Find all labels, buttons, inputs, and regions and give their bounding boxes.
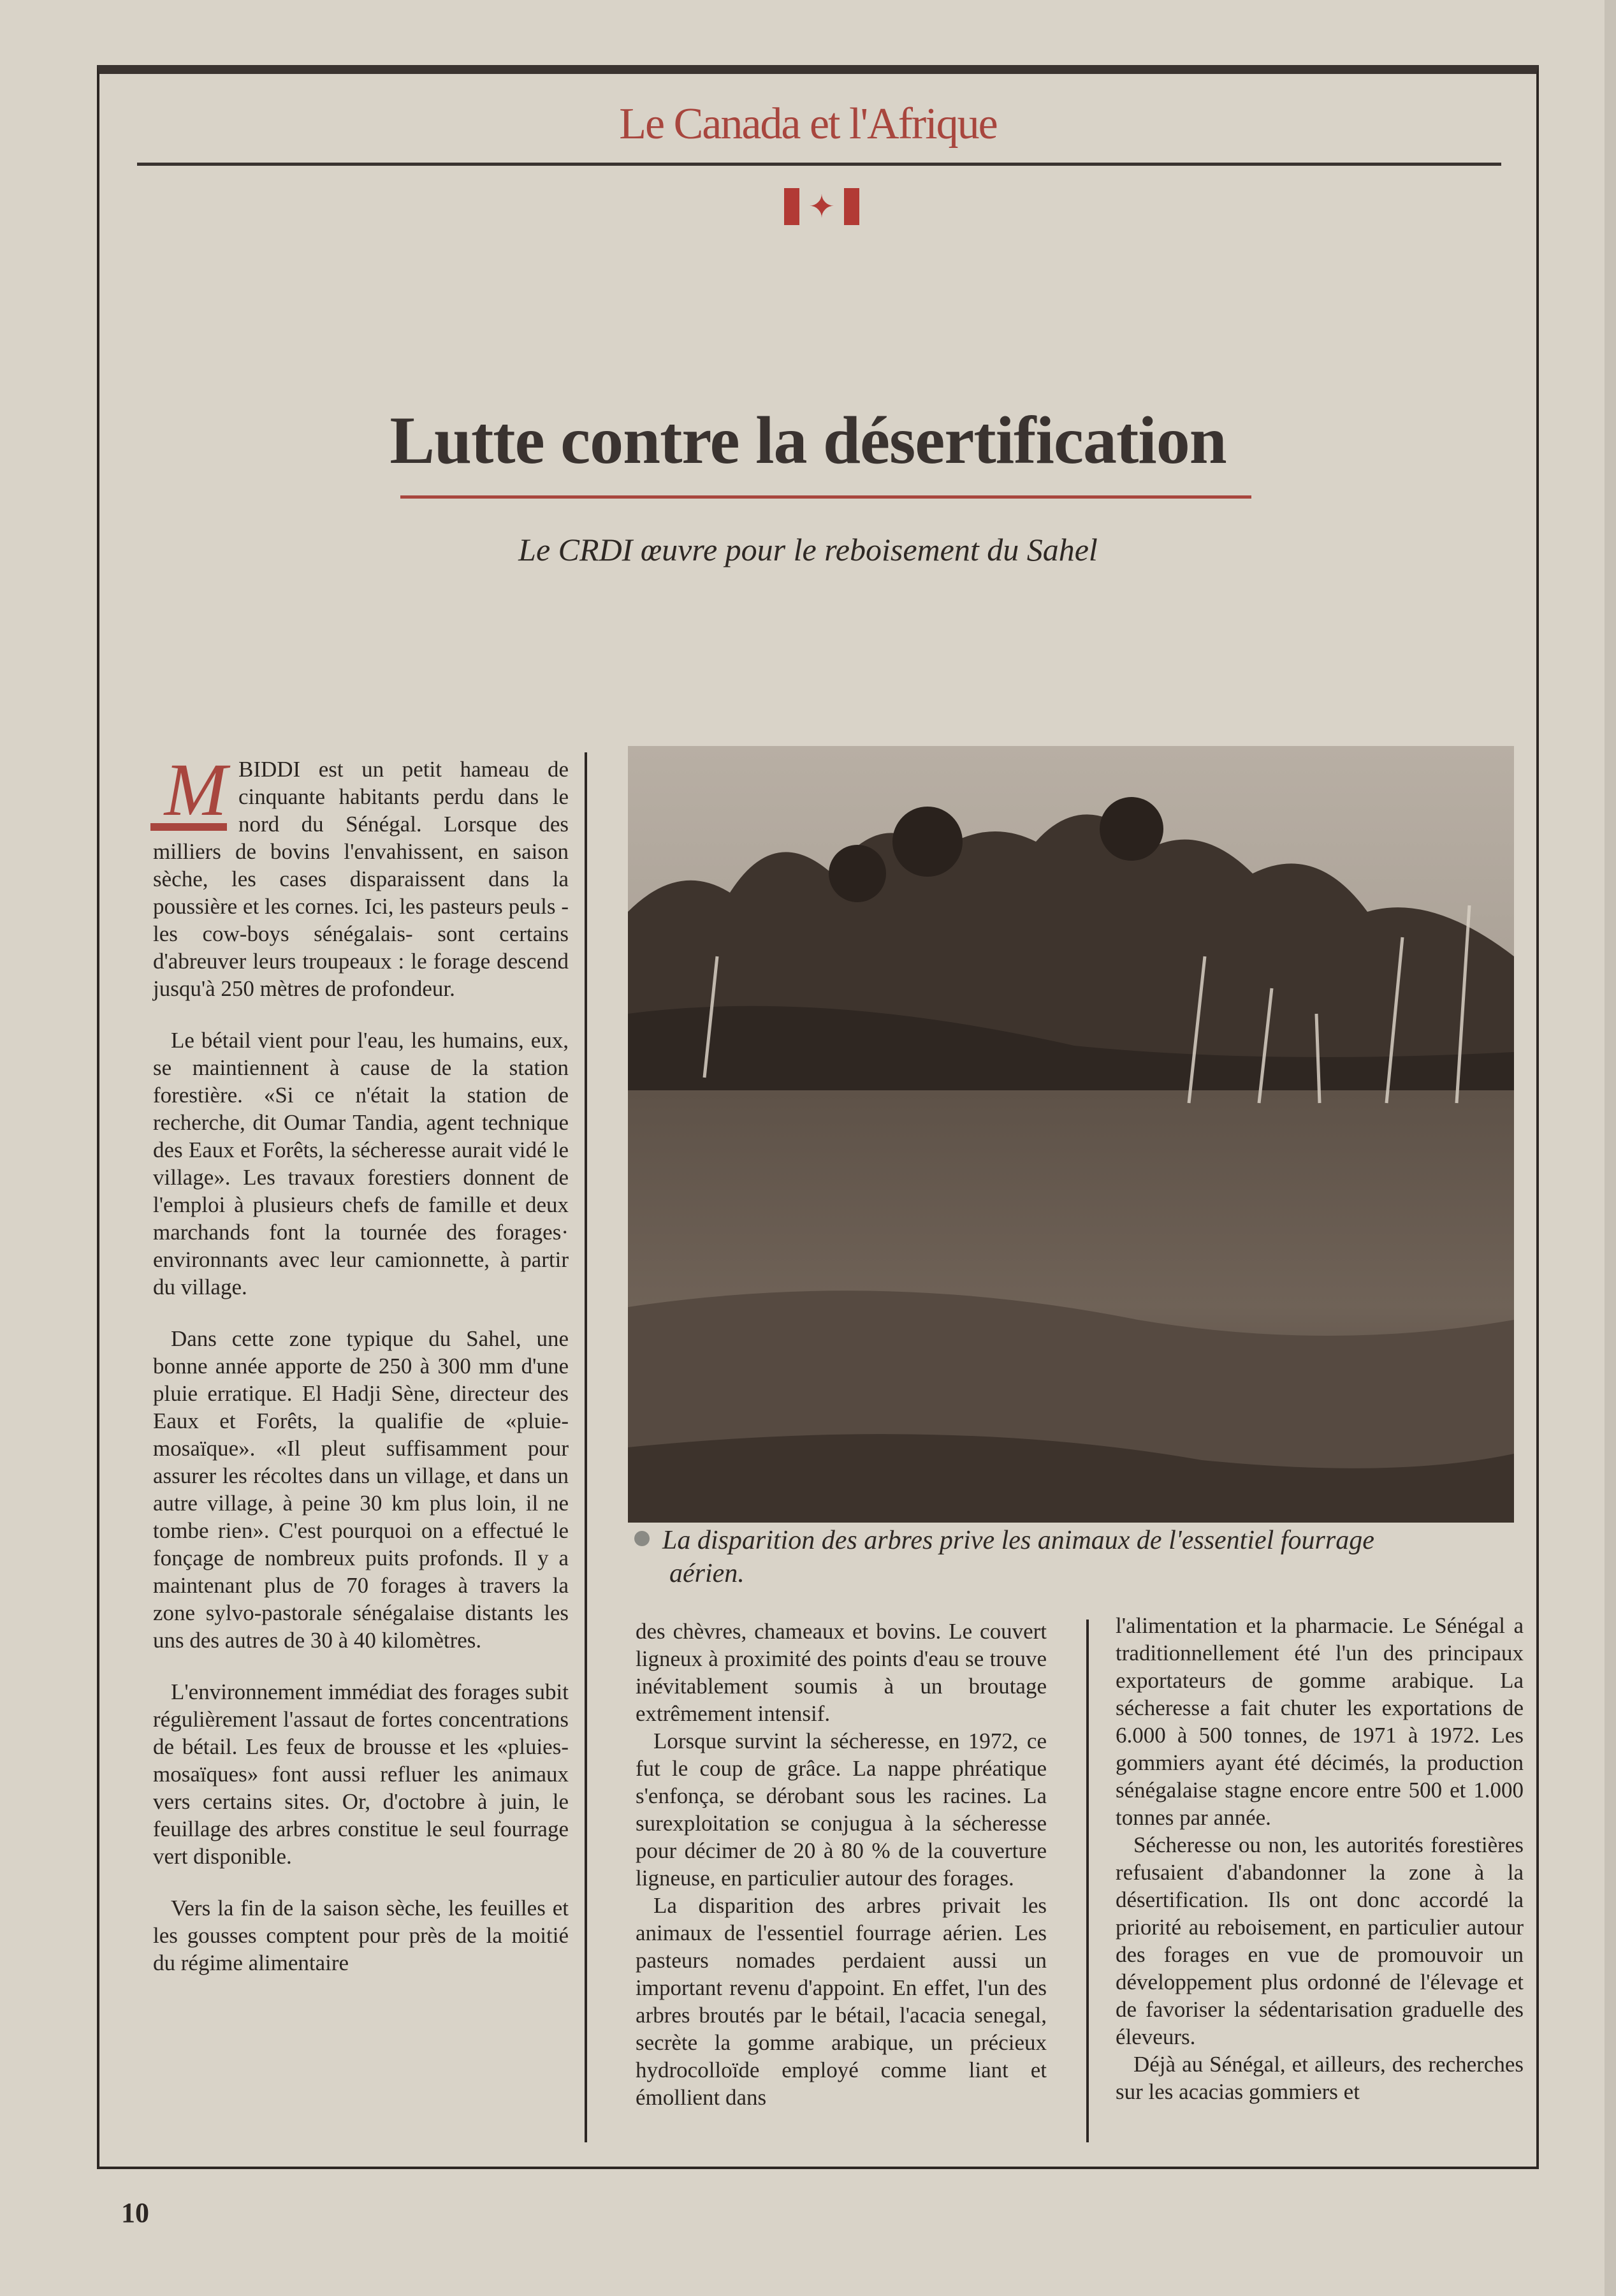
page-number: 10	[121, 2197, 149, 2228]
text-column-3	[1116, 1612, 1524, 2105]
paragraph: Sécheresse ou non, les autorités forestières refusaient d'abandonner la zone à la désertification. Ils ont donc accordé la priorité au reboisement, en particulier autour des forages en vue de promouvoir un développement plus ordonné de l'élevage et de favoriser la sédentarisation graduelle des éleveurs.	[1116, 1832, 1524, 2049]
paragraph: des chèvres, chameaux et bovins. Le couvert ligneux à proximité des points d'eau se trouve inévitablement soumis à un broutage extrêmement intensif.	[636, 1619, 1047, 1726]
paragraph: L'environnement immédiat des forages subit régulièrement l'assaut de fortes concentrations de bétail. Les feux de brousse et les «pluies-mosaïques» font aussi refluer les animaux vers certains sites. Or, d'octobre à juin, le feuillage des arbres constitue le seul fourrage vert disponible.	[153, 1679, 569, 1869]
page-edge	[1605, 0, 1616, 2296]
paragraph: La disparition des arbres privait les animaux de l'essentiel fourrage aérien. Les pasteurs nomades perdaient aussi un important revenu d'appoint. En effet, l'un des arbres broutés par le bétail, l'acacia senegal, secrète la gomme arabique, un précieux hydrocolloïde employé comme liant et émollient dans	[636, 1893, 1047, 2110]
section-rubric: Le Canada et l'Afrique	[619, 99, 997, 149]
bullet-icon	[634, 1531, 650, 1546]
article-title: Lutte contre la désertification	[389, 403, 1227, 478]
paragraph: Dans cette zone typique du Sahel, une bonne année apporte de 250 à 300 mm d'une pluie erratique. El Hadji Sène, directeur des Eaux et Forêts, la qualifie de «pluie-mosaïque». «Il pleut suffisamment pour assurer les récoltes dans un village, et dans un autre village, à peine 30 km plus loin, il ne tombe rien». C'est pourquoi on a effectué le fonçage de nombreux puits profonds. Il y a maintenant plus de 70 forages à travers la zone sylvo-pastorale sénégalaise distants les uns des autres de 30 à 40 kilomètres.	[153, 1326, 569, 1653]
paragraph: l'alimentation et la pharmacie. Le Sénégal a traditionnellement été l'un des principaux exportateurs de gomme arabique. La sécheresse a fait chuter les exportations de 6.000 à 500 tonnes, de 1971 à 1972. Les gommiers ayant été décimés, la production sénégalaise stagne encore entre 500 et 1.000 tonnes par année.	[1116, 1613, 1524, 1830]
paragraph: Déjà au Sénégal, et ailleurs, des recherches sur les acacias gommiers et	[1116, 2052, 1524, 2104]
photo-caption: La disparition des arbres prive les animaux de l'essentiel fourrage aérien.	[634, 1524, 1520, 1590]
title-divider	[400, 495, 1251, 499]
maple-leaf-icon: ✦	[808, 188, 835, 225]
paragraph: Le bétail vient pour l'eau, les humains, eux, se maintiennent à cause de la station forestière. «Si ce n'était la station de recherche, dit Oumar Tandia, agent technique des Eaux et Forêts, la sécheresse aurait vidé le village». Les travaux forestiers donnent de l'emploi à plusieurs chefs de famille et deux marchands font la tournée des forages· environnants avec leur camionnette, à partir du village.	[153, 1028, 569, 1299]
text-column-1	[153, 748, 569, 1977]
article-photo	[628, 746, 1514, 1523]
flag-bar-right	[844, 188, 859, 225]
deforested-landscape-image	[628, 746, 1514, 1523]
paragraph: M BIDDI est un petit hameau de cinquante habitants perdu dans le nord du Sénégal. Lorsque des milliers de bovins l'envahissent, en saison sèche, les cases disparaissent dans la poussière et les cornes. Ici, les pasteurs peuls -les cow-boys sénégalais- sont certains d'abreuver leurs troupeaux : le forage descend jusqu'à 250 mètres de profondeur.	[153, 756, 569, 1002]
paragraph: Lorsque survint la sécheresse, en 1972, ce fut le coup de grâce. La nappe phréatique s'enfonça, se dérobant sous les racines. La surexploitation se conjugua à la sécheresse pour décimer de 20 à 80 % de la couverture ligneuse, en particulier autour des forages.	[636, 1729, 1047, 1890]
canada-flag-icon	[784, 188, 859, 225]
text-column-2	[636, 1618, 1047, 2111]
column-divider	[585, 752, 587, 2142]
flag-bar-left	[784, 188, 799, 225]
article-subtitle: Le CRDI œuvre pour le reboisement du Sahel	[518, 532, 1098, 567]
paragraph: Vers la fin de la saison sèche, les feuilles et les gousses comptent pour près de la moitié du régime alimentaire	[153, 1896, 569, 1975]
column-divider	[1086, 1620, 1089, 2142]
rubric-divider	[137, 163, 1501, 166]
drop-cap: M	[150, 761, 227, 831]
